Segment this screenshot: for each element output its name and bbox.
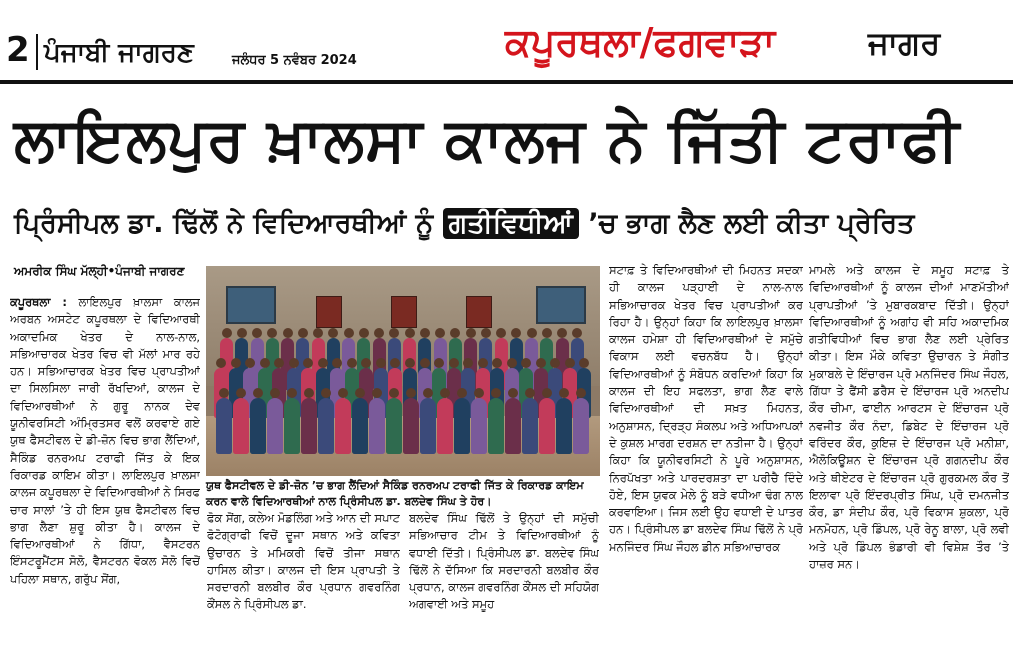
article-column-3: ਬਲਦੇਵ ਸਿੰਘ ਢਿੱਲੋਂ ਤੇ ਉਨ੍ਹਾਂ ਦੀ ਸਮੁੱਚੀ ਸਭਿਆਚਾਰ ਟੀਮ ਤੇ ਵਿਦਿਆਰਥੀਆਂ ਨੂੰ ਵਧਾਈ ਦਿੱਤੀ। ਪ੍ਰਿੰਸੀਪਲ ਡਾ. ਬਲਦੇਵ ਸਿੰਘ ਢਿੱਲੋਂ ਨੇ ਦੱਸਿਆ ਕਿ ਸਰਦਾਰਨੀ ਬਲਬੀਰ ਕੌਰ ਪ੍ਰਧਾਨ, ਕਾਲਜ ਗਵਰਨਿੰਗ ਕੌਂਸਲ ਦੀ ਸਹਿਯੋਗ ਅਗਵਾਈ ਅਤੇ ਸਮੂਹ <box>409 511 599 612</box>
photo-person-head <box>440 388 450 398</box>
photo-person <box>301 398 317 454</box>
photo-person-head <box>434 358 444 368</box>
photo-person-head <box>491 388 501 398</box>
photo-window <box>226 286 276 324</box>
photo-person <box>352 398 368 454</box>
article-headline: ਲਾਇਲਪੁਰ ਖ਼ਾਲਸਾ ਕਾਲਜ ਨੇ ਜਿੱਤੀ ਟਰਾਫੀ <box>14 105 961 175</box>
photo-person <box>233 398 249 454</box>
photo-board <box>316 296 342 328</box>
photo-person-head <box>313 328 323 338</box>
photo-person-head <box>344 328 354 338</box>
photo-person <box>573 398 589 454</box>
photo-person <box>386 398 402 454</box>
photo-person-head <box>347 358 357 368</box>
section-title-black: ਜਾਗਰ <box>868 24 941 62</box>
photo-person-head <box>236 388 246 398</box>
subhead-before: ਪ੍ਰਿੰਸੀਪਲ ਡਾ. ਢਿੱਲੋਂ ਨੇ ਵਿਦਿਆਰਥੀਆਂ ਨੂੰ <box>14 208 434 239</box>
photo-person-head <box>219 388 229 398</box>
photo-person-head <box>536 358 546 368</box>
photo-board <box>391 296 417 328</box>
newspaper-name: ਪੰਜਾਬੀ ਜਾਗਰਣ <box>44 38 194 68</box>
photo-board <box>466 296 492 328</box>
photo-person <box>454 398 470 454</box>
subhead-after: ’ਚ ਭਾਗ ਲੈਣ ਲਈ ਕੀਤਾ ਪ੍ਰੇਰਿਤ <box>588 208 915 239</box>
photo-person-head <box>542 328 552 338</box>
photo-person-head <box>466 328 476 338</box>
photo-person <box>505 398 521 454</box>
photo-person-head <box>435 328 445 338</box>
photo-person-head <box>245 358 255 368</box>
article-column-4: ਸਟਾਫ਼ ਤੇ ਵਿਦਿਆਰਥੀਆਂ ਦੀ ਮਿਹਨਤ ਸਦਕਾ ਹੀ ਕਾਲਜ ਪੜ੍ਹਾਈ ਦੇ ਨਾਲ-ਨਾਲ ਸਭਿਆਚਾਰਕ ਖੇਤਰ ਵਿਚ ਪ੍ਰਾਪਤੀਆਂ ਕਰ ਰਿਹਾ ਹੈ। ਉਨ੍ਹਾਂ ਕਿਹਾ ਕਿ ਲਾਇਲਪੁਰ ਖ਼ਾਲਸਾ ਕਾਲਜ ਹਮੇਸ਼ਾ ਹੀ ਵਿਦਿਆਰਥੀਆਂ ਦੇ ਸਮੁੱਚੇ ਵਿਕਾਸ ਲਈ ਵਚਨਬੱਧ ਹੈ। ਉਨ੍ਹਾਂ ਵਿਦਿਆਰਥੀਆਂ ਨੂੰ ਸੰਬੋਧਨ ਕਰਦਿਆਂ ਕਿਹਾ ਕਿ ਕਾਲਜ ਦੀ ਇਹ ਸਫਲਤਾ, ਭਾਗ ਲੈਣ ਵਾਲੇ ਵਿਦਿਆਰਥੀਆਂ ਦੀ ਸਖ਼ਤ ਮਿਹਨਤ, ਅਨੁਸ਼ਾਸਨ, ਦ੍ਰਿੜ੍ਹ ਸੰਕਲਪ ਅਤੇ ਅਧਿਆਪਕਾਂ ਦੇ ਕੁਸ਼ਲ ਮਾਰਗ ਦਰਸ਼ਨ ਦਾ ਨਤੀਜਾ ਹੈ। ਉਨ੍ਹਾਂ ਕਿਹਾ ਕਿ ਯੂਨੀਵਰਸਿਟੀ ਨੇ ਪੂਰੇ ਅਨੁਸ਼ਾਸਨ, ਨਿਰਪੱਖਤਾ ਅਤੇ ਪਾਰਦਰਸ਼ਤਾ ਦਾ ਪਰੀਚੈ ਦਿੰਦੇ ਹੋਏ, ਇਸ ਯੁਵਕ ਮੇਲੇ ਨੂੰ ਬੜੇ ਵਧੀਆ ਢੰਗ ਨਾਲ ਕਰਵਾਇਆ। ਜਿਸ ਲਈ ਉਹ ਵਧਾਈ ਦੇ ਪਾਤਰ ਹਨ। ਪ੍ਰਿੰਸੀਪਲ ਡਾ ਬਲਦੇਵ ਸਿੰਘ ਢਿੱਲੋਂ ਨੇ ਪ੍ਰੋ ਮਨਜਿੰਦਰ ਸਿੰਘ ਜੌਹਲ ਡੀਨ ਸਭਿਆਚਾਰਕ <box>609 263 803 554</box>
photo-person-head <box>478 358 488 368</box>
photo-person <box>437 398 453 454</box>
photo-person-head <box>372 388 382 398</box>
photo-person-head <box>565 358 575 368</box>
photo-person-head <box>389 388 399 398</box>
page-number: 2 <box>6 30 30 70</box>
photo-person <box>403 398 419 454</box>
photo-person-head <box>474 388 484 398</box>
photo-person-head <box>376 358 386 368</box>
photo-person-head <box>289 358 299 368</box>
photo-person-head <box>449 358 459 368</box>
article-column-5: ਮਾਮਲੇ ਅਤੇ ਕਾਲਜ ਦੇ ਸਮੂਹ ਸਟਾਫ਼ ਤੇ ਵਿਦਿਆਰਥੀਆਂ ਨੂੰ ਕਾਲਜ ਦੀਆਂ ਮਾਣਮੱਤੀਆਂ ਪ੍ਰਾਪਤੀਆਂ ’ਤੇ ਮੁਬਾਰਕਬਾਦ ਦਿੱਤੀ। ਉਨ੍ਹਾਂ ਵਿਦਿਆਰਥੀਆਂ ਨੂੰ ਅਗਾਂਹ ਵੀ ਸਹਿ ਅਕਾਦਮਿਕ ਗਤੀਵਿਧੀਆਂ ਵਿਚ ਭਾਗ ਲੈਣ ਲਈ ਪ੍ਰੇਰਿਤ ਕੀਤਾ। ਇਸ ਮੌਕੇ ਕਵਿਤਾ ਉਚਾਰਨ ਤੇ ਸੰਗੀਤ ਮੁਕਾਬਲੇ ਦੇ ਇੰਚਾਰਜ ਪ੍ਰੋ ਮਨਜਿੰਦਰ ਸਿੰਘ ਜੌਹਲ, ਗਿੱਧਾ ਤੇ ਫੈਂਸੀ ਡਰੈਸ ਦੇ ਇੰਚਾਰਜ ਪ੍ਰੋ ਅਨਦੀਪ ਕੌਰ ਚੀਮਾ, ਫਾਈਨ ਆਰਟਸ ਦੇ ਇੰਚਾਰਜ ਪ੍ਰੋ ਨਵਜੀਤ ਕੌਰ ਨੰਦਾ, ਡਿਬੇਟ ਦੇ ਇੰਚਾਰਜ ਪ੍ਰੋ ਵਰਿੰਦਰ ਕੌਰ, ਕੁਇਜ਼ ਦੇ ਇੰਚਾਰਜ ਪ੍ਰੋ ਮਨੀਸ਼ਾ, ਐਲੋਕਿਊਸ਼ਨ ਦੇ ਇੰਚਾਰਜ ਪ੍ਰੋ ਗਗਨਦੀਪ ਕੌਰ ਅਤੇ ਥੀਏਟਰ ਦੇ ਇੰਚਾਰਜ ਪ੍ਰੋ ਗੁਰਕਮਲ ਕੌਰ ਤੋਂ ਇਲਾਵਾ ਪ੍ਰੋ ਇੰਦਰਪ੍ਰੀਤ ਸਿੰਘ, ਪ੍ਰੋ ਦਮਨਜੀਤ ਕੌਰ, ਡਾ ਸੰਦੀਪ ਕੌਰ, ਪ੍ਰੋ ਵਿਕਾਸ ਸ਼ੁਕਲਾ, ਪ੍ਰੋ ਮਨਮੋਹਨ, ਪ੍ਰੋ ਡਿੰਪਲ, ਪ੍ਰੋ ਰੇਨੂ ਬਾਲਾ, ਪ੍ਰੋ ਲਵੀ ਅਤੇ ਪ੍ਰੋ ਡਿੰਪਲ ਭੰਡਾਰੀ ਵੀ ਵਿਸ਼ੇਸ਼ ਤੌਰ ’ਤੇ ਹਾਜ਼ਰ ਸਨ। <box>809 263 1009 572</box>
photo-person-head <box>355 388 365 398</box>
photo-person-head <box>231 358 241 368</box>
article-column-1 <box>10 294 200 644</box>
photo-person-head <box>559 388 569 398</box>
photo-person <box>250 398 266 454</box>
photo-person-head <box>253 388 263 398</box>
article-byline: ਅਮਰੀਕ ਸਿੰਘ ਮੱਲ੍ਹੀ•ਪੰਜਾਬੀ ਜਾਗਰਣ <box>14 264 185 278</box>
photo-person-head <box>283 328 293 338</box>
photo-person-head <box>260 358 270 368</box>
photo-person <box>216 398 232 454</box>
masthead-rule <box>0 80 1013 84</box>
photo-person-head <box>216 358 226 368</box>
photo-person <box>420 398 436 454</box>
photo-person-head <box>576 388 586 398</box>
photo-person-head <box>406 388 416 398</box>
photo-person-head <box>525 388 535 398</box>
photo-person-head <box>374 328 384 338</box>
photo-person-head <box>304 388 314 398</box>
photo-person-head <box>237 328 247 338</box>
photo-window <box>536 286 586 324</box>
photo-person-head <box>287 388 297 398</box>
photo-person <box>318 398 334 454</box>
masthead-divider <box>36 34 38 70</box>
photo-person-head <box>252 328 262 338</box>
photo-person <box>471 398 487 454</box>
edition-date: ਜਲੰਧਰ 5 ਨਵੰਬਰ 2024 <box>232 53 357 68</box>
photo-person-head <box>222 328 232 338</box>
photo-person <box>488 398 504 454</box>
photo-person <box>284 398 300 454</box>
photo-person <box>369 398 385 454</box>
photo-person <box>522 398 538 454</box>
photo-person-head <box>298 328 308 338</box>
photo-person-head <box>542 388 552 398</box>
photo-person-head <box>405 358 415 368</box>
photo-person-head <box>557 328 567 338</box>
article-subhead <box>14 204 1009 244</box>
subhead-highlight: ਗਤੀਵਿਧੀਆਂ <box>443 208 579 239</box>
column-1-text: ਲਾਇਲਪੁਰ ਖ਼ਾਲਸਾ ਕਾਲਜ ਅਰਬਨ ਅਸਟੇਟ ਕਪੂਰਥਲਾ ਦੇ ਵਿਦਿਆਰਥੀ ਅਕਾਦਮਿਕ ਖੇਤਰ ਦੇ ਨਾਲ-ਨਾਲ, ਸਭਿਆਚਾਰਕ ਖੇਤਰ ਵਿਚ ਵੀ ਮੱਲਾਂ ਮਾਰ ਰਹੇ ਹਨ। ਸਭਿਆਚਾਰਕ ਖੇਤਰ ਵਿਚ ਪ੍ਰਾਪਤੀਆਂ ਦਾ ਸਿਲਸਿਲਾ ਜਾਰੀ ਰੱਖਦਿਆਂ, ਕਾਲਜ ਦੇ ਵਿਦਿਆਰਥੀਆਂ ਨੇ ਗੁਰੂ ਨਾਨਕ ਦੇਵ ਯੂਨੀਵਰਸਿਟੀ ਅੰਮ੍ਰਿਤਸਰ ਵਲੋਂ ਕਰਵਾਏ ਗਏ ਯੁਥ ਫੈਸਟੀਵਲ ਦੇ ਡੀ-ਜ਼ੋਨ ਵਿਚ ਭਾਗ ਲੈਂਦਿਆਂ, ਸੈਕਿੰਡ ਰਨਰਅਪ ਟਰਾਫੀ ਜਿੱਤ ਕੇ ਇਕ ਰਿਕਾਰਡ ਕਾਇਮ ਕੀਤਾ। ਲਾਇਲਪੁਰ ਖ਼ਾਲਸਾ ਕਾਲਜ ਕਪੂਰਥਲਾ ਦੇ ਵਿਦਿਆਰਥੀਆਂ ਨੇ ਸਿਰਫ ਚਾਰ ਸਾਲਾਂ ’ਤੇ ਹੀ ਇਸ ਯੁਥ ਫੈਸਟੀਵਲ ਵਿਚ ਭਾਗ ਲੈਣਾ ਸ਼ੁਰੂ ਕੀਤਾ ਹੈ। ਕਾਲਜ ਦੇ ਵਿਦਿਆਰਥੀਆਂ ਨੇ ਗਿੱਧਾ, ਵੈਸਟਰਨ ਇੰਸਟਰੂਮੈਂਟਸ ਸੋਲੋ, ਵੈਸਟਰਨ ਵੋਕਲ ਸੋਲੋ ਵਿਚੋਂ ਪਹਿਲਾ ਸਥਾਨ, ਗਰੁੱਪ ਸੋਂਗ, <box>10 295 200 586</box>
group-photo <box>206 266 600 476</box>
photo-person-head <box>338 388 348 398</box>
photo-person <box>335 398 351 454</box>
photo-person-head <box>507 358 517 368</box>
photo-person-head <box>527 328 537 338</box>
photo-person <box>556 398 572 454</box>
photo-person <box>267 398 283 454</box>
article-dateline: ਕਪੂਰਥਲਾ : <box>10 295 67 309</box>
photo-caption: ਯੁਥ ਫੈਸਟੀਵਲ ਦੇ ਡੀ-ਜ਼ੋਨ ’ਚ ਭਾਗ ਲੈਂਦਿਆਂ ਸੈਕਿੰਡ ਰਨਰਅਪ ਟਰਾਫੀ ਜਿੱਤ ਕੇ ਰਿਕਾਰਡ ਕਾਇਮ ਕਰਨ ਵਾਲੇ ਵਿਦਿਆਰਥੀਆਂ ਨਾਲ ਪ੍ਰਿੰਸੀਪਲ ਡਾ. ਬਲਦੇਵ ਸਿੰਘ ਤੇ ਹੋਰ। <box>206 479 584 508</box>
photo-person-head <box>321 388 331 398</box>
photo-person-head <box>457 388 467 398</box>
photo-person-head <box>420 358 430 368</box>
photo-person-head <box>420 328 430 338</box>
photo-person-head <box>359 328 369 338</box>
photo-person-head <box>405 328 415 338</box>
photo-person-head <box>496 328 506 338</box>
photo-person-head <box>270 388 280 398</box>
photo-person-head <box>508 388 518 398</box>
article-column-2: ਫੋਕ ਸੋਂਗ, ਕਲੇਅ ਮੋਡਲਿੰਗ ਅਤੇ ਆਨ ਦੀ ਸਪਾਟ ਫੋਟੋਗ੍ਰਾਫੀ ਵਿਚੋਂ ਦੂਜਾ ਸਥਾਨ ਅਤੇ ਕਵਿਤਾ ਉਚਾਰਨ ਤੇ ਮਮਿਕਰੀ ਵਿਚੋਂ ਤੀਜਾ ਸਥਾਨ ਹਾਸਿਲ ਕੀਤਾ। ਕਾਲਜ ਦੀ ਇਸ ਪ੍ਰਾਪਤੀ ਤੇ ਸਰਦਾਰਨੀ ਬਲਬੀਰ ਕੌਰ ਪ੍ਰਧਾਨ ਗਵਰਨਿੰਗ ਕੌਂਸਲ ਨੇ ਪ੍ਰਿੰਸੀਪਲ ਡਾ. <box>207 511 400 612</box>
photo-person <box>539 398 555 454</box>
section-title-red: ਕਪੂਰਥਲਾ/ਫਗਵਾੜਾ <box>505 20 776 64</box>
photo-person-head <box>481 328 491 338</box>
photo-person-head <box>423 388 433 398</box>
photo-person-head <box>318 358 328 368</box>
